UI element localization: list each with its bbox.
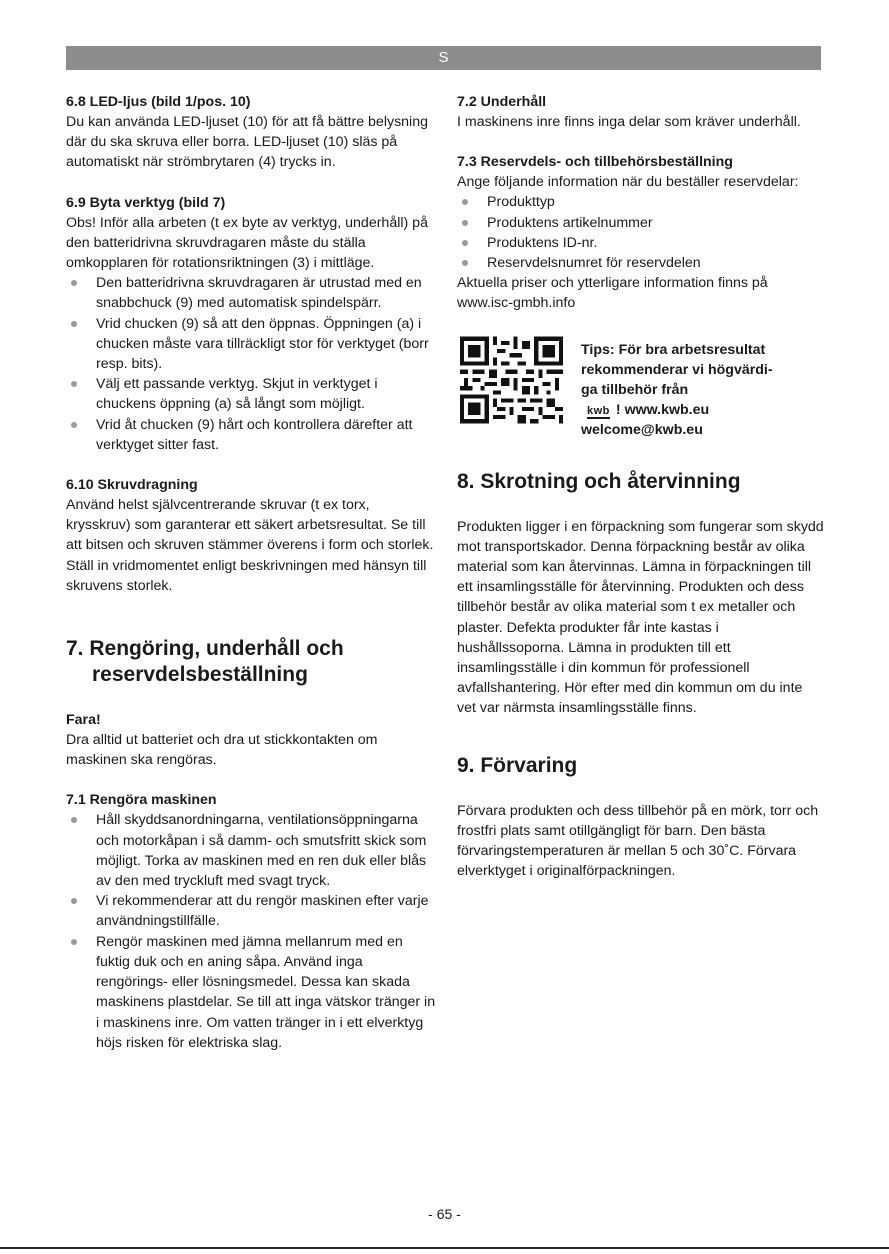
section-heading-6-8: 6.8 LED-ljus (bild 1/pos. 10) <box>66 94 251 110</box>
list-item: Produkttyp <box>457 192 825 212</box>
tips-line-3: ga tillbehör från <box>581 382 689 399</box>
bullet-list-7-1 <box>66 810 436 1052</box>
list-item: Den batteridrivna skruvdragaren är utrustad med en snabbchuck (9) med automatisk spindelspärr. <box>66 273 436 313</box>
section-heading-7-3: 7.3 Reservdels- och tillbehörsbeställning <box>457 154 733 171</box>
section-body-6-10: Använd helst självcentrerande skruvar (t ex torx, krysskruv) som garanterar ett säkert arbetsresultat. Se till att bitsen och skruven stämmer överens i form och storlek. Ställ in vridmomentet enligt beskrivningen med hänsyn till skruvens storlek. <box>66 497 434 594</box>
chapter-heading-9: 9. Förvaring <box>457 753 578 777</box>
kwb-logo: kwb <box>587 405 610 418</box>
section-heading-7-1: 7.1 Rengöra maskinen <box>66 792 217 809</box>
section-body-6-9: Obs! Inför alla arbeten (t ex byte av verktyg, underhåll) på den batteridrivna skruvdragaren måste du ställa omkopplaren för rotationsriktningen (3) i mittläge. <box>66 214 428 272</box>
danger-body: Dra alltid ut batteriet och dra ut stickkontakten om maskinen ska rengöras. <box>66 732 378 769</box>
list-item: Välj ett passande verktyg. Skjut in verktyget i chuckens öppning (a) så långt som möjligt. <box>66 374 436 414</box>
tips-text <box>581 336 773 441</box>
list-item: Vrid chucken (9) så att den öppnas. Öppningen (a) i chucken måste vara tillräckligt stor för verktyget (borr resp. bits). <box>66 314 436 375</box>
list-item: Håll skyddsanordningarna, ventilationsöppningarna och motorkåpan i så damm- och smutsfritt skick som möjligt. Torka av maskinen med en ren duk eller blås av den med tryckluft med svagt tryck. <box>66 810 436 891</box>
bullet-list-6-9 <box>66 273 436 455</box>
qr-code-icon <box>460 336 563 424</box>
section-body-7-3: Ange följande information när du beställer reservdelar: <box>457 174 799 191</box>
section-heading-6-10: 6.10 Skruvdragning <box>66 477 198 494</box>
tips-link[interactable]: ! www.kwb.eu <box>615 402 710 419</box>
tips-line-2: rekommenderar vi högvärdi- <box>581 361 773 378</box>
tips-link-row <box>581 400 773 420</box>
section-heading-6-9: 6.9 Byta verktyg (bild 7) <box>66 194 226 211</box>
chapter-body-8: Produkten ligger i en förpackning som fungerar som skydd mot transportskador. Denna förpackning består av olika material som kan återvinnas. Lämna in förpackningen till ett insamlingsställe för återvinning. Produkten och dess tillbehör består av olika material som t ex metaller och plaster. Defekta produkter får inte kastas i hushållssoporna. Lämna in produkten till ett insamlingsställe i din kommun för professionell avfallshantering. Hör efter med din kommun om du inte vet var närmsta insamlingsställe finns. <box>457 518 824 717</box>
section-heading-7-2: 7.2 Underhåll <box>457 94 547 110</box>
list-item: Produktens ID-nr. <box>457 233 825 253</box>
bullet-list-7-3 <box>457 192 825 273</box>
tips-email[interactable]: welcome@kwb.eu <box>581 422 703 439</box>
section-body-7-2: I maskinens inre finns inga delar som kräver underhåll. <box>457 114 801 130</box>
chapter-heading-8: 8. Skrotning och återvinning <box>457 469 741 493</box>
tips-box <box>457 336 825 441</box>
chapter-heading-7 <box>66 636 436 688</box>
list-item: Rengör maskinen med jämna mellanrum med en fuktig duk och en aning såpa. Använd inga rengörings- eller lösningsmedel. Dessa kan skada maskinens plastdelar. Se till att inga vätskor tränger in i maskinens inre. Om vatten tränger in i ett elverktyg höjs risken för elektriska slag. <box>66 932 436 1053</box>
list-item: Vi rekommenderar att du rengör maskinen efter varje användningstillfälle. <box>66 891 436 931</box>
tips-line-1: Tips: För bra arbetsresultat <box>581 341 766 358</box>
language-header-bar <box>66 46 821 70</box>
section-footer-7-3: Aktuella priser och ytterligare information finns på www.isc-gmbh.info <box>457 275 768 312</box>
right-column <box>457 92 825 881</box>
bottom-rule <box>0 1247 889 1249</box>
chapter-heading-7-line1: 7. Rengöring, underhåll och <box>66 637 344 661</box>
list-item: Reservdelsnumret för reservdelen <box>457 253 825 273</box>
chapter-body-9: Förvara produkten och dess tillbehör på en mörk, torr och frostfri plats samt otillgängligt för barn. Den bästa förvaringstemperaturen är mellan 5 och 30˚C. Förvara elverktyget i originalförpackningen. <box>457 802 819 880</box>
language-code: S <box>438 49 449 66</box>
list-item: Produktens artikelnummer <box>457 213 825 233</box>
chapter-heading-7-line2: reservdelsbeställning <box>92 663 308 687</box>
section-body-6-8: Du kan använda LED-ljuset (10) för att få bättre belysning där du ska skruva eller borra. LED-ljuset (10) släs på automatiskt när strömbrytaren (4) trycks in. <box>66 114 428 171</box>
left-column <box>66 92 436 1053</box>
page-number: - 65 - <box>428 1206 461 1222</box>
list-item: Vrid åt chucken (9) hårt och kontrollera därefter att verktyget sitter fast. <box>66 415 436 455</box>
danger-label: Fara! <box>66 712 101 729</box>
